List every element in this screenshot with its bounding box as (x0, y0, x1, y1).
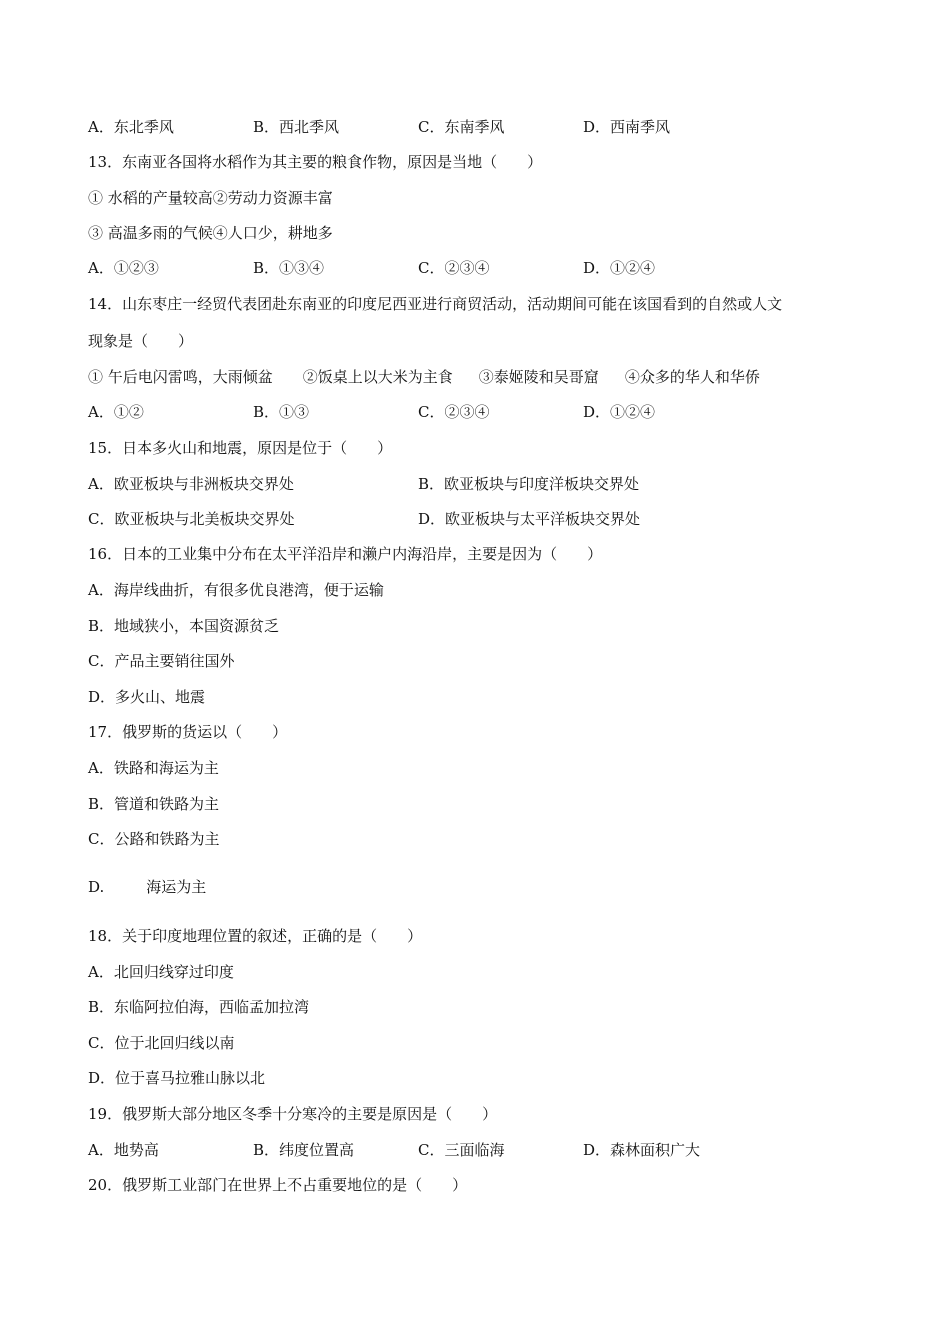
q15-stem: 15．日本多火山和地震，原因是位于（ ） (88, 439, 393, 457)
q19-option-c: C．三面临海 (418, 1141, 505, 1159)
q17-option-d (88, 877, 206, 897)
q17-option-c: C．公路和铁路为主 (88, 830, 220, 848)
q15-option-d: D．欧亚板块与太平洋板块交界处 (418, 510, 641, 528)
q12-option-c: C．东南季风 (418, 118, 505, 136)
q18-option-d: D．位于喜马拉雅山脉以北 (88, 1069, 266, 1087)
q14-stem-line2: 现象是（ ） (88, 332, 194, 350)
q13-statement-line: ③ 高温多雨的气候④人口少，耕地多 (88, 224, 333, 242)
q13-stem: 13．东南亚各国将水稻作为其主要的粮食作物，原因是当地（ ） (88, 153, 543, 171)
q19-option-a: A．地势高 (88, 1141, 159, 1159)
q18-option-b: B．东临阿拉伯海，西临孟加拉湾 (88, 998, 310, 1016)
q17-option-d-text: 海运为主 (146, 878, 207, 896)
q16-option-a: A．海岸线曲折，有很多优良港湾，便于运输 (88, 581, 384, 599)
q14-statement: ① 午后电闪雷鸣，大雨倾盆 (88, 368, 273, 386)
q17-stem: 17．俄罗斯的货运以（ ） (88, 723, 288, 741)
q12-option-a: A．东北季风 (88, 118, 174, 136)
q18-option-a: A．北回归线穿过印度 (88, 963, 234, 981)
q14-statement: ④众多的华人和华侨 (624, 368, 760, 386)
q19-option-d: D．森林面积广大 (583, 1141, 701, 1159)
q14-option-a: A．①② (88, 403, 144, 421)
q16-option-d: D．多火山、地震 (88, 688, 206, 706)
q15-option-a: A．欧亚板块与非洲板块交界处 (88, 475, 294, 493)
q14-statement: ②饭桌上以大米为主食 (302, 368, 453, 386)
q13-option-c: C．②③④ (418, 259, 490, 277)
q14-option-c: C．②③④ (418, 403, 490, 421)
q19-stem: 19．俄罗斯大部分地区冬季十分寒冷的主要是原因是（ ） (88, 1105, 498, 1123)
q13-option-d: D．①②④ (583, 259, 656, 277)
q14-statement: ③泰姬陵和吴哥窟 (478, 368, 599, 386)
q14-option-b: B．①③ (253, 403, 310, 421)
q18-stem: 18．关于印度地理位置的叙述，正确的是（ ） (88, 927, 423, 945)
q17-option-d-letter: D. (88, 878, 105, 896)
q13-option-a: A．①②③ (88, 259, 159, 277)
q18-option-c: C．位于北回归线以南 (88, 1034, 235, 1052)
q15-option-c: C．欧亚板块与北美板块交界处 (88, 510, 295, 528)
q14-statements (88, 367, 760, 387)
q12-option-b: B．西北季风 (253, 118, 340, 136)
q12-option-d: D．西南季风 (583, 118, 671, 136)
q16-option-c: C．产品主要销往国外 (88, 652, 235, 670)
q17-option-a: A．铁路和海运为主 (88, 759, 219, 777)
q16-stem: 16．日本的工业集中分布在太平洋沿岸和濑户内海沿岸，主要是因为（ ） (88, 545, 603, 563)
q20-stem: 20．俄罗斯工业部门在世界上不占重要地位的是（ ） (88, 1176, 468, 1194)
q14-stem-line1: 14．山东枣庄一经贸代表团赴东南亚的印度尼西亚进行商贸活动，活动期间可能在该国看到的自然或人文 (88, 295, 783, 313)
q15-option-b: B．欧亚板块与印度洋板块交界处 (418, 475, 640, 493)
q13-option-b: B．①③④ (253, 259, 325, 277)
q19-option-b: B．纬度位置高 (253, 1141, 355, 1159)
q16-option-b: B．地域狭小，本国资源贫乏 (88, 617, 280, 635)
q14-option-d: D．①②④ (583, 403, 656, 421)
q13-statement-line: ① 水稻的产量较高②劳动力资源丰富 (88, 189, 333, 207)
q17-option-b: B．管道和铁路为主 (88, 795, 220, 813)
